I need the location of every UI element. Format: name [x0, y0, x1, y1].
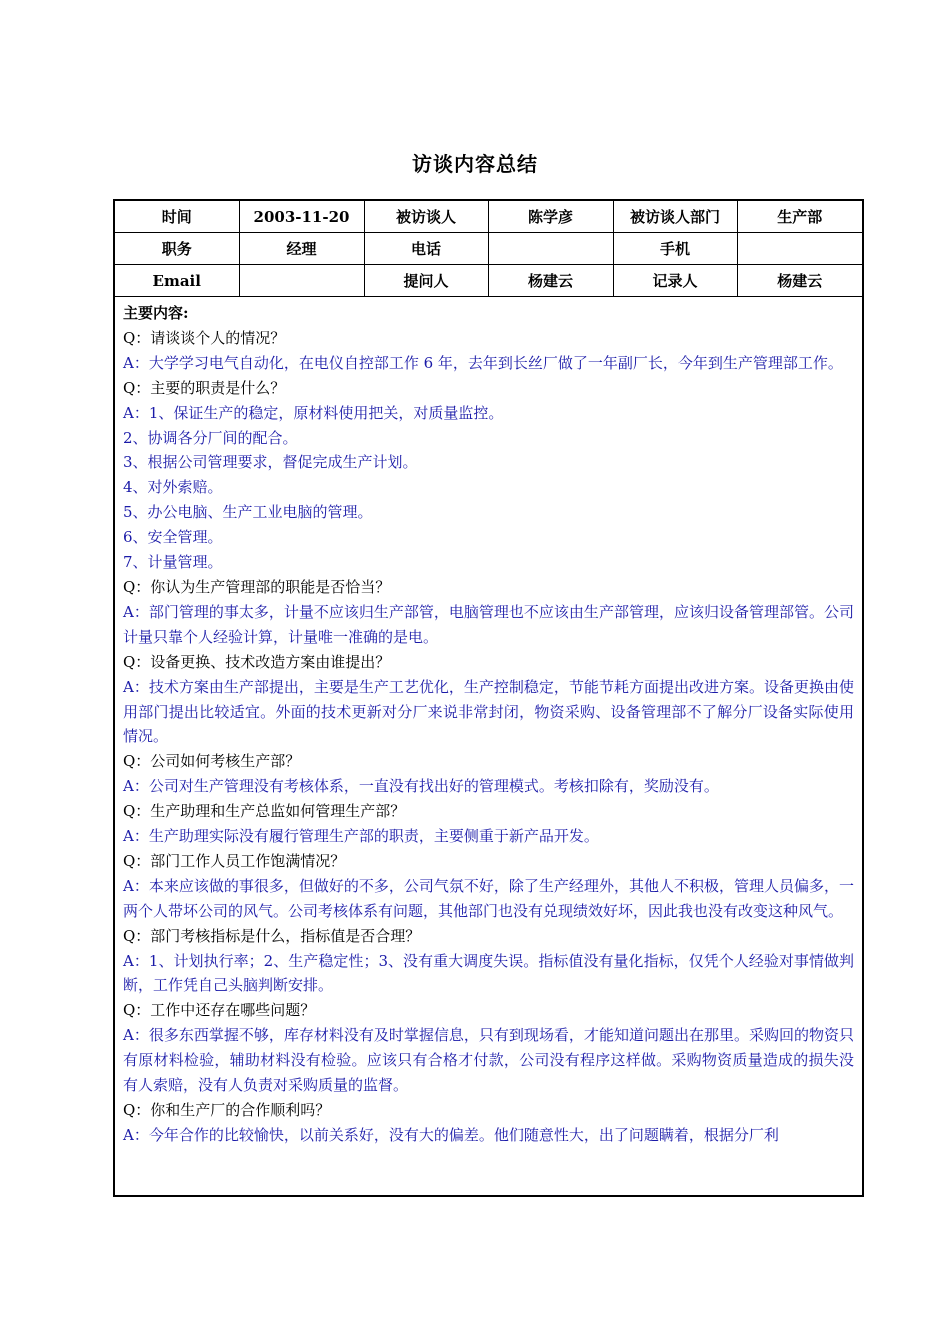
question-line: Q：设备更换、技术改造方案由谁提出？ — [123, 652, 391, 671]
answer-line: 4、对外索赔。 — [123, 478, 223, 497]
question-line: Q：部门工作人员工作饱满情况？ — [123, 851, 346, 870]
phone-label: 电话 — [364, 233, 488, 265]
info-row — [115, 201, 862, 233]
answer-line: A：本来应该做的事很多，但做好的不多，公司气氛不好，除了生产经理外，其他人不积极，管理人员偏多，一两个人带坏公司的风气。公司考核体系有问题，其他部门也没有兑现绩效好坏，因此我也没有改变这种风气。 — [123, 876, 854, 920]
mobile-value — [737, 233, 862, 265]
position-value: 经理 — [239, 233, 364, 265]
recorder-value: 杨建云 — [737, 265, 862, 297]
question-line: Q：你和生产厂的合作顺利吗？ — [123, 1101, 331, 1119]
answer-line: A：今年合作的比较愉快，以前关系好，没有大的偏差。他们随意性大，出了问题瞒着，根据分厂利 — [123, 1125, 779, 1144]
content-label: 主要内容: — [123, 304, 189, 322]
answer-line: A：技术方案由生产部提出，主要是生产工艺优化，生产控制稳定，节能节耗方面提出改进方案。设备更换由使用部门提出比较适宜。外面的技术更新对分厂来说非常封闭，物资采购、设备管理部不了解分厂设备实际使用情况。 — [123, 677, 854, 746]
question-line: Q：你认为生产管理部的职能是否恰当？ — [123, 577, 391, 596]
info-row — [115, 233, 862, 265]
mobile-label: 手机 — [613, 233, 737, 265]
interviewee-value: 陈学彦 — [488, 201, 613, 233]
answer-line: 6、安全管理。 — [123, 528, 223, 547]
answer-line: 7、计量管理。 — [123, 553, 223, 572]
info-row — [115, 265, 862, 297]
position-label: 职务 — [115, 233, 239, 265]
time-label: 时间 — [115, 201, 239, 233]
question-line: Q：主要的职责是什么？ — [123, 378, 286, 397]
answer-line: A：生产助理实际没有履行管理生产部的职责，主要侧重于新产品开发。 — [123, 827, 599, 846]
answer-line: A：部门管理的事太多，计量不应该归生产部管，电脑管理也不应该由生产部管理，应该归设备管理部管。公司计量只靠个人经验计算，计量唯一准确的是电。 — [123, 602, 854, 646]
department-label: 被访谈人部门 — [613, 201, 737, 233]
answer-line: A：公司对生产管理没有考核体系，一直没有找出好的管理模式。考核扣除有，奖励没有。 — [123, 777, 719, 796]
answer-line: 3、根据公司管理要求，督促完成生产计划。 — [123, 453, 418, 472]
department-value: 生产部 — [737, 201, 862, 233]
questioner-label: 提问人 — [364, 265, 488, 297]
question-line: Q：公司如何考核生产部？ — [123, 752, 301, 771]
info-table — [115, 201, 862, 297]
question-line: Q：部门考核指标是什么，指标值是否合理？ — [123, 926, 421, 945]
answer-line: A：1、保证生产的稳定，原材料使用把关，对质量监控。 — [123, 403, 504, 422]
main-content — [115, 297, 862, 1148]
question-line: Q：生产助理和生产总监如何管理生产部？ — [123, 802, 406, 821]
recorder-label: 记录人 — [613, 265, 737, 297]
qa-lines — [123, 326, 854, 1148]
document-title: 访谈内容总结 — [412, 152, 538, 176]
phone-value — [488, 233, 613, 265]
answer-line: 5、办公电脑、生产工业电脑的管理。 — [123, 503, 373, 522]
answer-line: A：大学学习电气自动化，在电仪自控部工作 6 年，去年到长丝厂做了一年副厂长，今年到生产管理部工作。 — [123, 353, 843, 372]
question-line: Q：工作中还存在哪些问题？ — [123, 1001, 316, 1020]
answer-line: A：很多东西掌握不够，库存材料没有及时掌握信息，只有到现场看，才能知道问题出在那里。采购回的物资只有原材料检验，辅助材料没有检验。应该只有合格才付款，公司没有程序这样做。采购物资质量造成的损失没有人索赔，没有人负责对采购质量的监督。 — [123, 1026, 854, 1095]
time-value: 2003-11-20 — [239, 201, 364, 233]
questioner-value: 杨建云 — [488, 265, 613, 297]
question-line: Q：请谈谈个人的情况？ — [123, 328, 286, 347]
answer-line: 2、协调各分厂间的配合。 — [123, 428, 298, 447]
email-value — [239, 265, 364, 297]
interviewee-label: 被访谈人 — [364, 201, 488, 233]
interview-form — [113, 199, 864, 1197]
email-label: Email — [115, 265, 239, 297]
answer-line: A：1、计划执行率；2、生产稳定性；3、没有重大调度失误。指标值没有量化指标，仅凭个人经验对事情做判断，工作凭自己头脑判断安排。 — [123, 951, 854, 995]
